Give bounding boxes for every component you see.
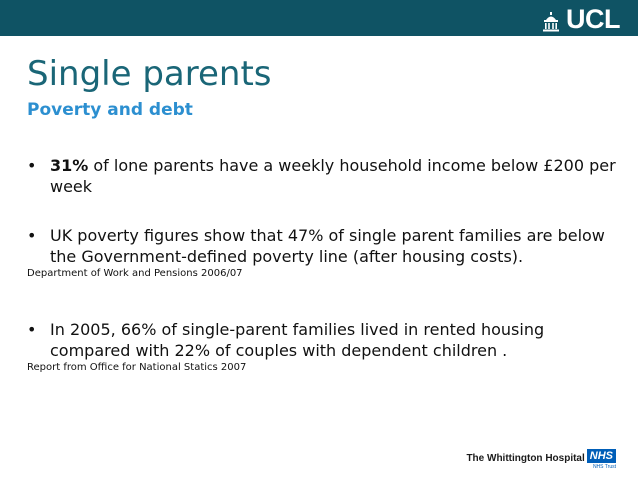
bullet-text: In 2005, 66% of single-parent families lived in rented housing compared with 22% of couples with dependent children .: [50, 320, 545, 360]
nhs-badge: NHS: [587, 449, 616, 463]
nhs-trust-label: NHS Trust: [592, 464, 616, 470]
bullet-marker: •: [27, 320, 37, 339]
source-citation: Report from Office for National Statics 2007: [27, 362, 247, 373]
nhs-logo: [587, 449, 616, 471]
source-citation: Department of Work and Pensions 2006/07: [27, 268, 243, 279]
bullet-marker: •: [27, 156, 37, 175]
header-bar: [0, 0, 638, 36]
bullet-text: [50, 155, 617, 197]
bullet-housing: [27, 319, 617, 361]
bullet-income: [27, 155, 617, 197]
whittington-hospital-logo: [466, 449, 616, 475]
ucl-logo-text: UCL: [566, 4, 620, 34]
bullet-poverty-line: [27, 225, 617, 267]
bullet-rest: of lone parents have a weekly household income below £200 per week: [50, 156, 616, 196]
hospital-name: The Whittington Hospital: [466, 453, 585, 464]
slide-subtitle: Poverty and debt: [27, 100, 193, 120]
bullet-highlight: 31%: [50, 156, 89, 175]
ucl-logo: [542, 6, 620, 32]
slide-title: Single parents: [27, 54, 272, 94]
ucl-portico-icon: [542, 12, 560, 32]
bullet-marker: •: [27, 226, 37, 245]
bullet-text: UK poverty figures show that 47% of single parent families are below the Government-defined poverty line (after housing costs).: [50, 226, 605, 266]
